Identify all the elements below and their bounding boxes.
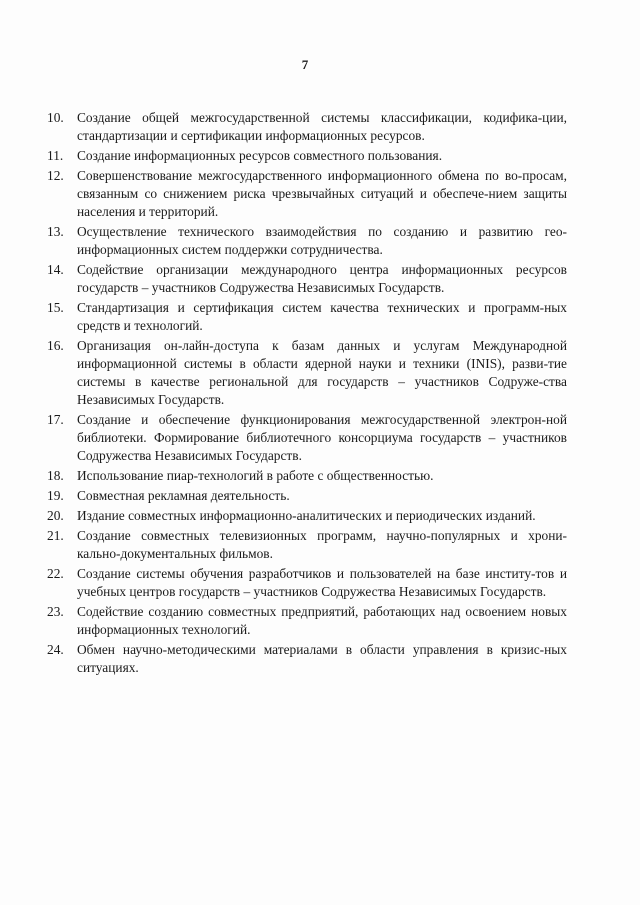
item-text: Создание и обеспечение функционирования межгосударственной электрон-ной библиотеки. Формирование библиотечного консорциума государств – участников Содружества Независимых Государств. bbox=[77, 412, 567, 463]
list-item bbox=[47, 167, 567, 221]
item-text: Содействие организации международного центра информационных ресурсов государств – участников Содружества Независимых Государств. bbox=[77, 262, 567, 295]
item-text: Осуществление технического взаимодействия по созданию и развитию гео-информационных систем поддержки сотрудничества. bbox=[77, 224, 567, 257]
item-text: Организация он-лайн-доступа к базам данных и услугам Международной информационной системы в области ядерной науки и техники (INIS), разви-тие системы в качестве региональной для государств – участников Содруже-ства Независимых Государств. bbox=[77, 338, 567, 407]
item-number: 14. bbox=[47, 262, 64, 277]
item-text: Использование пиар-технологий в работе с общественностью. bbox=[77, 468, 434, 483]
item-number: 19. bbox=[47, 488, 64, 503]
list-item bbox=[47, 109, 567, 145]
item-number: 20. bbox=[47, 508, 64, 523]
item-number: 16. bbox=[47, 338, 64, 353]
item-text: Обмен научно-методическими материалами в области управления в кризис-ных ситуациях. bbox=[77, 642, 567, 675]
list-item bbox=[47, 223, 567, 259]
item-number: 17. bbox=[47, 412, 64, 427]
item-number: 21. bbox=[47, 528, 64, 543]
item-number: 23. bbox=[47, 604, 64, 619]
item-number: 13. bbox=[47, 224, 64, 239]
item-number: 15. bbox=[47, 300, 64, 315]
item-text: Издание совместных информационно-аналитических и периодических изданий. bbox=[77, 508, 536, 523]
list-item bbox=[47, 147, 567, 165]
item-text: Стандартизация и сертификация систем качества технических и программ-ных средств и технологий. bbox=[77, 300, 567, 333]
list-item bbox=[47, 507, 567, 525]
list-item bbox=[47, 411, 567, 465]
item-text: Совершенствование межгосударственного информационного обмена по во-просам, связанным со снижением риска чрезвычайных ситуаций и обеспече-нием защиты населения и территорий. bbox=[77, 168, 567, 219]
item-text: Создание информационных ресурсов совместного пользования. bbox=[77, 148, 443, 163]
list-item bbox=[47, 487, 567, 505]
numbered-list bbox=[47, 109, 567, 679]
item-number: 11. bbox=[47, 148, 64, 163]
item-text: Содействие созданию совместных предприятий, работающих над освоением новых информационных технологий. bbox=[77, 604, 567, 637]
list-item bbox=[47, 467, 567, 485]
list-item bbox=[47, 527, 567, 563]
list-item bbox=[47, 337, 567, 409]
list-item bbox=[47, 603, 567, 639]
list-item bbox=[47, 641, 567, 677]
item-number: 24. bbox=[47, 642, 64, 657]
list-item bbox=[47, 261, 567, 297]
item-text: Создание совместных телевизионных программ, научно-популярных и хрони-кально-документальных фильмов. bbox=[77, 528, 567, 561]
list-item bbox=[47, 565, 567, 601]
list-item bbox=[47, 299, 567, 335]
item-number: 12. bbox=[47, 168, 64, 183]
item-text: Создание общей межгосударственной системы классификации, кодифика-ции, стандартизации и сертификации информационных ресурсов. bbox=[77, 110, 567, 143]
item-text: Совместная рекламная деятельность. bbox=[77, 488, 290, 503]
page-number: 7 bbox=[301, 57, 309, 72]
item-text: Создание системы обучения разработчиков и пользователей на базе институ-тов и учебных центров государств – участников Содружества Независимых Государств. bbox=[77, 566, 567, 599]
item-number: 18. bbox=[47, 468, 64, 483]
item-number: 22. bbox=[47, 566, 64, 581]
item-number: 10. bbox=[47, 110, 64, 125]
